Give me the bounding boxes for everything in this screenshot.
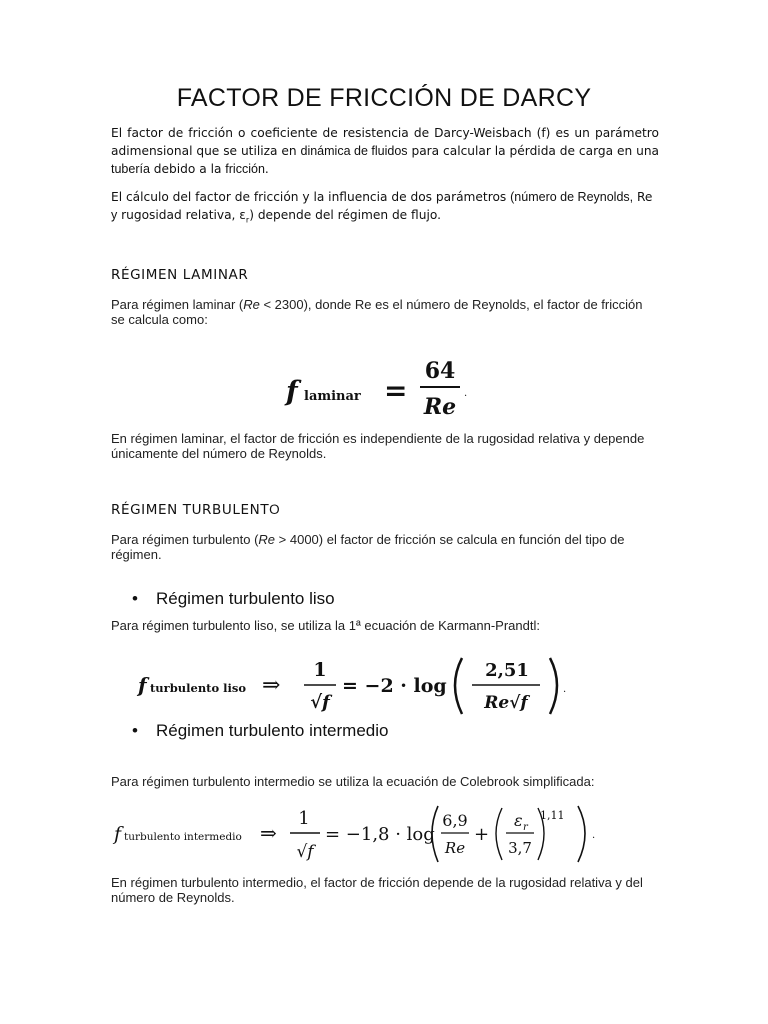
formula-rhs: = −2 · log: [342, 675, 447, 697]
paren-left-icon: [496, 808, 502, 860]
formula-den: √f: [296, 842, 314, 862]
intro-text: debido a la: [153, 162, 222, 176]
intro-text: .: [264, 162, 269, 176]
formula-dot: .: [592, 830, 596, 841]
intro-text: r: [245, 215, 250, 225]
liso-paragraph: Para régimen turbulento liso, se utiliza la 1ª ecuación de Karmann-Prandtl:: [111, 618, 540, 633]
bullet-dot-icon: •: [132, 589, 138, 608]
formula-f: f: [286, 376, 298, 407]
formula-plus: +: [474, 824, 490, 845]
formula-arrow: ⇒: [262, 673, 281, 698]
heading-text: RÉGIMEN TURBULENT: [111, 502, 270, 518]
formula-t2-den: 3,7: [508, 839, 532, 857]
formula-num: 1: [313, 659, 327, 681]
intro-text: rugosidad relativa, ε: [121, 208, 246, 222]
formula-sub: turbulento liso: [150, 681, 247, 695]
formula-t2-num-sub: r: [523, 822, 528, 833]
formula-num: 64: [424, 358, 456, 384]
intermedio-after: En régimen turbulento intermedio, el factor de fricción depende de la rugosidad relativa y del número de Reynolds.: [111, 875, 643, 905]
formula-dot: .: [464, 388, 468, 399]
formula-t2-num: ε: [514, 811, 523, 830]
bullet-intermedio: [132, 721, 388, 741]
intro-text: para calcular la pérdida de carga en una: [411, 144, 660, 158]
intro-text: (número de Reynolds,: [510, 190, 634, 204]
laminar-paragraph: [111, 297, 659, 327]
formula-den: Re: [423, 394, 457, 420]
intro-text: El factor de fricción o coeficiente de resistencia de Darcy-Weisbach (f) es un parámetro adimensional que se utiliza en: [111, 126, 659, 158]
heading-laminar: RÉGIMEN LAMINAR: [111, 267, 249, 283]
laminar-after: En régimen laminar, el factor de fricción es independiente de la rugosidad relativa y depende únicamente del número de Reynolds.: [111, 431, 645, 461]
para-text: > 4000) el factor de fricción se calcula en función del tipo de régimen.: [111, 532, 625, 562]
intermedio-paragraph: Para régimen turbulento intermedio se utiliza la ecuación de Colebrook simplificada:: [111, 774, 595, 789]
paren-left-icon: [455, 658, 462, 714]
intro-text: y: [111, 208, 118, 222]
formula-turbulento-intermedio: [112, 800, 602, 870]
formula-num: 1: [298, 808, 310, 829]
formula-f: f: [138, 673, 147, 697]
formula-turbulento-liso: [136, 652, 576, 722]
link-friccion[interactable]: fricción: [225, 162, 265, 176]
bullet-label: Régimen turbulento intermedio: [156, 721, 389, 740]
formula-inner-num: 2,51: [485, 660, 529, 681]
paren-right-icon: [550, 658, 557, 714]
formula-t1-num: 6,9: [442, 811, 468, 830]
formula-inner-den: Re√f: [484, 693, 528, 713]
formula-sub: turbulento intermedio: [124, 831, 242, 843]
formula-exp: 1,11: [540, 809, 565, 822]
formula-sub: laminar: [304, 389, 361, 404]
link-dinamica-fluidos[interactable]: dinámica de fluidos: [300, 144, 408, 158]
para-text: Re: [258, 532, 276, 547]
turbulento-paragraph: [111, 532, 659, 562]
heading-text: O: [269, 502, 280, 517]
bullet-liso: [132, 589, 335, 609]
page-title: FACTOR DE FRICCIÓN DE DARCY: [176, 84, 592, 112]
para-text: Re: [243, 297, 260, 312]
heading-turbulento: [111, 502, 280, 518]
intro-paragraph-1: [111, 124, 659, 178]
bullet-label: Régimen turbulento liso: [156, 589, 335, 608]
formula-eq: =: [384, 374, 408, 407]
link-tuberia[interactable]: tubería: [111, 162, 150, 176]
intro-paragraph-2: [111, 188, 659, 229]
formula-t1-den: Re: [444, 839, 466, 857]
para-text: Para régimen laminar (: [111, 297, 244, 312]
formula-den: √f: [310, 692, 330, 713]
formula-rhs: = −1,8 · log: [325, 824, 435, 845]
bullet-dot-icon: •: [132, 721, 138, 740]
formula-dot: .: [563, 684, 567, 695]
formula-laminar: [282, 352, 482, 422]
intro-text: Re: [637, 190, 653, 204]
intro-text: El cálculo del factor de fricción y la influencia de dos parámetros: [111, 190, 507, 204]
paren-right-icon: [578, 806, 585, 862]
formula-f: f: [114, 823, 122, 845]
para-text: < 2300), donde Re es el número de Reynolds, el factor de fricción se calcula como:: [111, 297, 643, 327]
formula-arrow: ⇒: [260, 821, 277, 845]
intro-text: ) depende del régimen de flujo.: [249, 208, 441, 222]
para-text: Para régimen turbulento (: [111, 532, 259, 547]
